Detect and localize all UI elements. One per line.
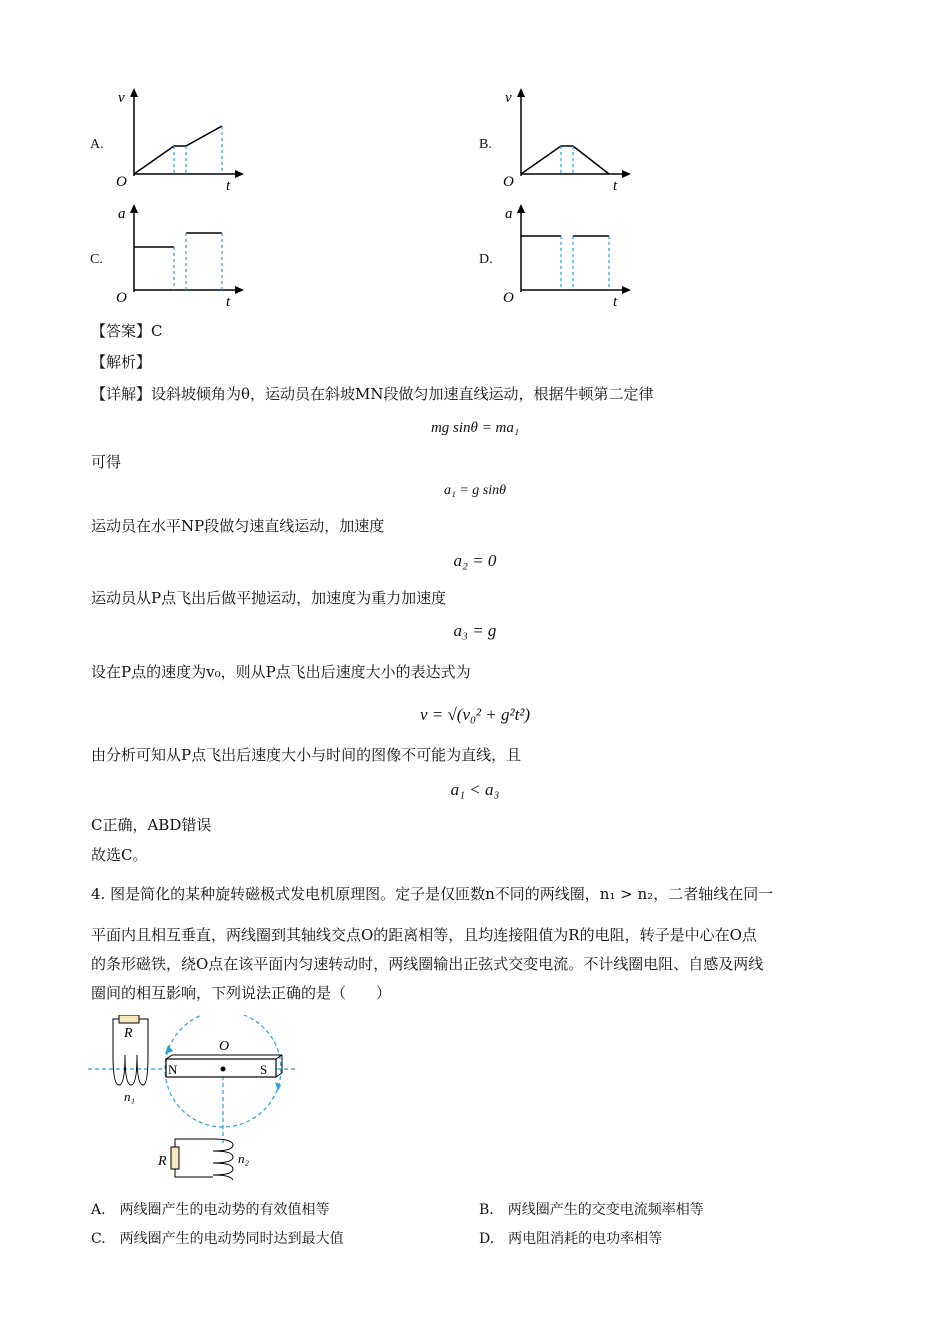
graph-a-xlabel: t	[226, 178, 231, 194]
equation-2: a₁ = g sinθ	[443, 483, 507, 498]
coil1-r-label: R	[124, 1026, 133, 1041]
equation-5: v = √(v₀² + g²t²)	[419, 705, 531, 724]
graph-b-ylabel: v	[505, 90, 512, 106]
q4-line-4: 圈间的相互影响，下列说法正确的是（ ）	[91, 984, 392, 1002]
graph-b	[497, 86, 637, 196]
magnet-s-label: S	[260, 1062, 268, 1077]
graph-d	[497, 202, 637, 312]
option-label-a: A.	[90, 137, 104, 152]
graph-b-origin: O	[503, 174, 514, 190]
v0-line: 设在P点的速度为v₀，则从P点飞出后速度大小的表达式为	[91, 663, 471, 681]
q4-option-c[interactable]: C. 两线圈产生的电动势同时达到最大值	[91, 1231, 344, 1247]
q4-option-a[interactable]: A. 两线圈产生的电动势的有效值相等	[91, 1202, 330, 1218]
detail-line: 【详解】设斜坡倾角为θ，运动员在斜坡MN段做匀加速直线运动，根据牛顿第二定律	[91, 385, 654, 403]
equation-3: a₂ = 0	[453, 551, 497, 570]
graph-c-ylabel: a	[118, 206, 126, 222]
graph-a-ylabel: v	[118, 90, 125, 106]
q4-line-3: 的条形磁铁，绕O点在该平面内匀速转动时，两线圈输出正弦式交变电流。不计线圈电阻、自感及两线	[91, 955, 764, 973]
graph-a	[110, 86, 250, 196]
graph-a-origin: O	[116, 174, 127, 190]
center-o-label: O	[219, 1039, 230, 1054]
q4-line-2: 平面内且相互垂直，两线圈到其轴线交点O的距离相等，且均连接阻值为R的电阻，转子是中心在O点	[91, 926, 757, 944]
fenxi-line: 由分析可知从P点飞出后速度大小与时间的图像不可能为直线，且	[91, 746, 522, 764]
graph-d-origin: O	[503, 290, 514, 306]
graph-c-xlabel: t	[226, 294, 231, 310]
np-line: 运动员在水平NP段做匀速直线运动，加速度	[91, 517, 385, 535]
graph-a-curve	[134, 126, 222, 174]
option-label-c: C.	[90, 252, 103, 267]
coil-n2	[213, 1139, 233, 1180]
conclusion-line: C正确，ABD错误	[91, 816, 212, 834]
graph-d-ylabel: a	[505, 206, 513, 222]
option-label-b: B.	[479, 137, 492, 152]
graph-c	[110, 202, 250, 312]
choice-line: 故选C。	[91, 846, 148, 864]
magnet-n-label: N	[168, 1062, 178, 1077]
q4-line-1: 4. 图是简化的某种旋转磁极式发电机原理图。定子是仅匝数n不同的两线圈，n₁ > n₂，二者轴线在同一	[91, 885, 774, 903]
coil2-r-label: R	[158, 1154, 167, 1169]
equation-4: a₃ = g	[453, 621, 497, 640]
coil-n1	[113, 1055, 148, 1085]
option-label-d: D.	[479, 252, 493, 267]
generator-diagram	[88, 1015, 318, 1180]
graph-d-xlabel: t	[613, 294, 618, 310]
coil1-n-label: n₁	[124, 1089, 136, 1104]
q4-option-b[interactable]: B. 两线圈产生的交变电流频率相等	[479, 1202, 704, 1218]
graph-b-xlabel: t	[613, 178, 618, 194]
kede-line: 可得	[91, 453, 122, 471]
equation-6: a₁ < a₃	[450, 780, 500, 799]
coil2-n-label: n₂	[238, 1151, 250, 1166]
graph-b-curve	[521, 146, 609, 174]
p-line: 运动员从P点飞出后做平抛运动，加速度为重力加速度	[91, 589, 447, 607]
equation-1: mg sinθ = ma₁	[430, 420, 520, 436]
graph-c-origin: O	[116, 290, 127, 306]
analysis-title: 【解析】	[91, 353, 152, 371]
answer-line: 【答案】C	[91, 322, 163, 340]
q4-option-d[interactable]: D. 两电阻消耗的电功率相等	[479, 1231, 663, 1247]
